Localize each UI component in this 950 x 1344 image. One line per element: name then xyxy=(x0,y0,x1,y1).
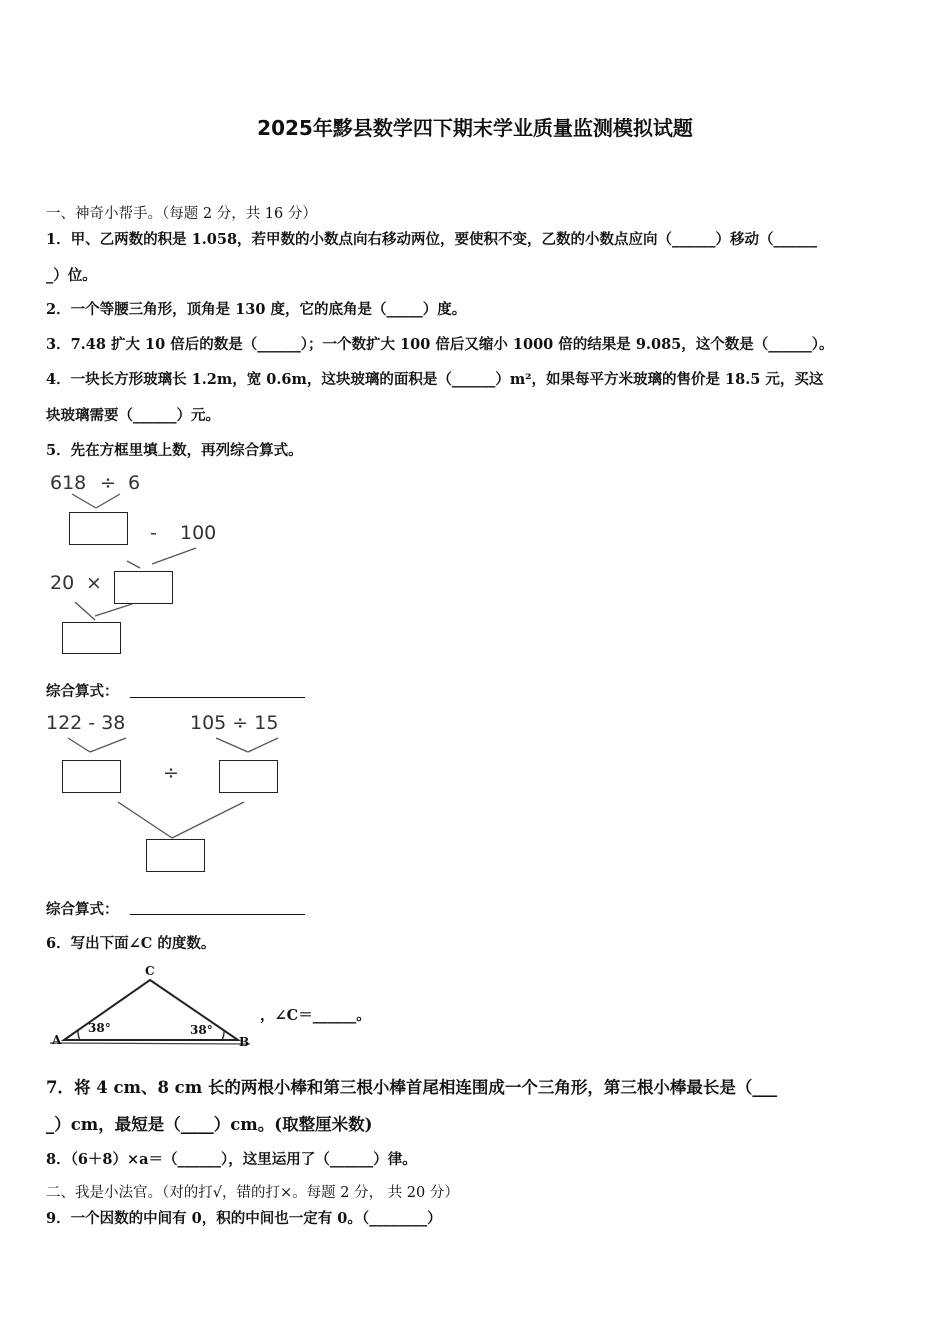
question-6: 6．写出下面∠C 的度数。 xyxy=(46,935,216,952)
formula-label-1: 综合算式： xyxy=(46,683,119,700)
vertex-label-b: B xyxy=(239,1035,250,1049)
answer-box[interactable] xyxy=(146,839,205,872)
answer-box[interactable] xyxy=(114,571,173,604)
question-1-line-2: _）位。 xyxy=(46,267,97,284)
formula-label-2: 综合算式： xyxy=(46,901,119,918)
question-5: 5．先在方框里填上数，再列综合算式。 xyxy=(46,442,303,459)
diagram-2-expression-1: 122 - 38 xyxy=(46,712,126,734)
question-9: 9．一个因数的中间有 0，积的中间也一定有 0。（________） xyxy=(46,1210,442,1227)
answer-box[interactable] xyxy=(62,622,121,654)
diagram-1-divide-sign: ÷ xyxy=(100,472,116,494)
vertex-label-a: A xyxy=(52,1033,62,1047)
vertex-label-c: C xyxy=(145,964,155,978)
question-8: 8．（6＋8）×a＝（______），这里运用了（______）律。 xyxy=(46,1151,417,1168)
diagram-2-expression-2: 105 ÷ 15 xyxy=(190,712,279,734)
question-7-line-1: 7．将 4 cm、8 cm 长的两根小棒和第三根小棒首尾相连围成一个三角形，第三根小棒最长是（___ xyxy=(46,1078,778,1097)
diagram-2-divide-sign: ÷ xyxy=(163,762,179,784)
section-2-heading: 二、我是小法官。（对的打√，错的打×。每题 2 分， 共 20 分） xyxy=(46,1185,459,1201)
formula-answer-line-2[interactable] xyxy=(130,914,305,915)
question-3: 3．7.48 扩大 10 倍后的数是（______）；一个数扩大 100 倍后又缩小 1000 倍的结果是 9.085，这个数是（______）。 xyxy=(46,336,834,353)
angle-a-arc xyxy=(78,1031,80,1040)
question-7-line-2: _）cm，最短是（____）cm。(取整厘米数) xyxy=(46,1115,373,1134)
diagram-1-multiply-sign: × xyxy=(86,572,102,594)
question-4-line-1: 4．一块长方形玻璃长 1.2m，宽 0.6m，这块玻璃的面积是（______）m²，如果每平方米玻璃的售价是 18.5 元，买这 xyxy=(46,371,824,388)
angle-b-label: 38° xyxy=(190,1023,213,1037)
diagram-1-number-618: 618 xyxy=(50,472,87,494)
diagram-1-number-100: 100 xyxy=(180,522,217,544)
question-2: 2．一个等腰三角形，顶角是 130 度，它的底角是（_____）度。 xyxy=(46,301,467,318)
diagram-1-number-20: 20 xyxy=(50,572,75,594)
answer-box[interactable] xyxy=(219,760,278,793)
question-6-answer: ，∠C＝______。 xyxy=(260,1007,371,1024)
answer-box[interactable] xyxy=(62,760,121,793)
angle-a-label: 38° xyxy=(88,1021,111,1035)
diagram-1-minus-sign: - xyxy=(150,522,157,544)
section-1-heading: 一、神奇小帮手。（每题 2 分，共 16 分） xyxy=(46,206,317,222)
diagram-1-number-6: 6 xyxy=(128,472,141,494)
angle-b-arc xyxy=(222,1031,224,1040)
page-title: 2025年黟县数学四下期末学业质量监测模拟试题 xyxy=(257,116,693,140)
question-4-line-2: 块玻璃需要（______）元。 xyxy=(46,407,220,424)
question-1-line-1: 1．甲、乙两数的积是 1.058，若甲数的小数点向右移动两位，要使积不变，乙数的小数点应向（______）移动（______ xyxy=(46,231,818,248)
formula-answer-line-1[interactable] xyxy=(130,697,305,698)
answer-box[interactable] xyxy=(69,512,128,545)
triangle-baseline xyxy=(50,1043,250,1044)
